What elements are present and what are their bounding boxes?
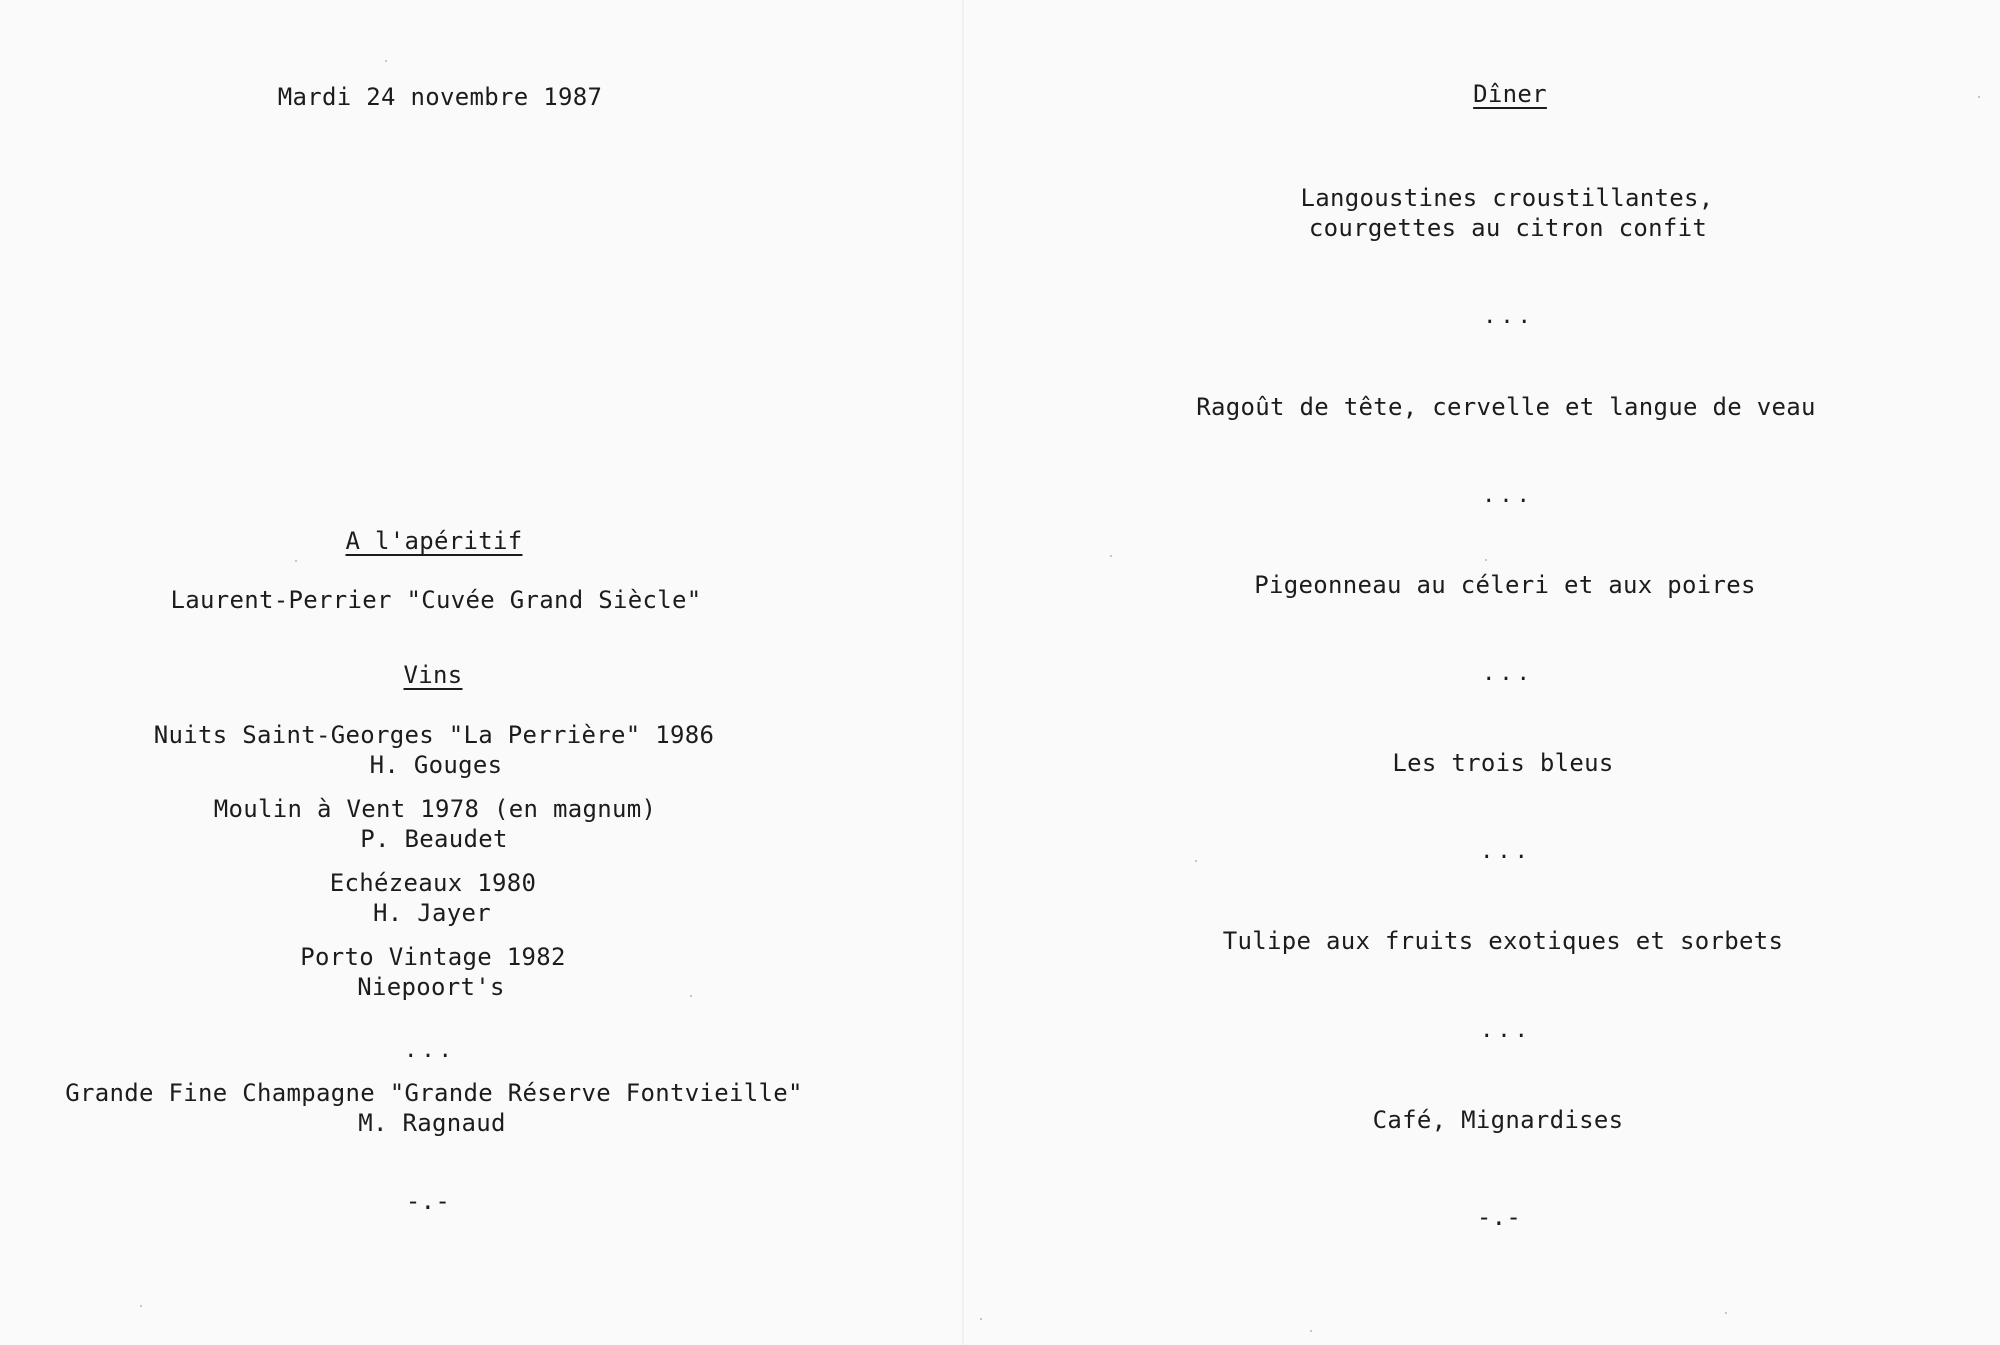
scan-speck xyxy=(1725,1312,1727,1314)
wine-producer: H. Gouges xyxy=(369,751,503,779)
menu-date: Mardi 24 novembre 1987 xyxy=(277,83,603,111)
scan-speck xyxy=(980,1318,982,1320)
separator-dots: ... xyxy=(1480,1018,1532,1043)
wine-producer: P. Beaudet xyxy=(360,825,508,853)
wine-name: Nuits Saint-Georges "La Perrière" 1986 xyxy=(153,721,715,749)
scan-speck xyxy=(1110,555,1112,557)
course-line: courgettes au citron confit xyxy=(1308,214,1708,242)
digestif-producer: M. Ragnaud xyxy=(358,1109,506,1137)
aperitif-wine: Laurent-Perrier "Cuvée Grand Siècle" xyxy=(170,586,702,614)
scan-speck xyxy=(1485,559,1487,561)
scan-speck xyxy=(140,1305,142,1307)
separator-dots: ... xyxy=(1482,661,1534,686)
scan-speck xyxy=(295,560,297,562)
separator-dots: ... xyxy=(1482,483,1534,508)
left-page xyxy=(0,0,960,1345)
course-line: Ragoût de tête, cervelle et langue de veau xyxy=(1196,393,1816,421)
scan-speck xyxy=(1195,860,1197,862)
wine-name: Moulin à Vent 1978 (en magnum) xyxy=(213,795,657,823)
wine-name: Echézeaux 1980 xyxy=(329,869,537,897)
wine-producer: H. Jayer xyxy=(373,899,491,927)
course-line: Café, Mignardises xyxy=(1372,1106,1624,1134)
wine-name: Porto Vintage 1982 xyxy=(300,943,566,971)
dinner-heading: Dîner xyxy=(1473,80,1547,108)
course-line: Les trois bleus xyxy=(1392,749,1614,777)
scan-speck xyxy=(385,60,387,62)
right-page xyxy=(965,0,2000,1345)
separator-dots: ... xyxy=(404,1038,456,1063)
separator-dots: ... xyxy=(1483,304,1535,329)
course-line: Tulipe aux fruits exotiques et sorbets xyxy=(1222,927,1784,955)
wine-producer: Niepoort's xyxy=(357,973,505,1001)
end-mark: -.- xyxy=(1476,1203,1522,1231)
scan-speck xyxy=(1310,1330,1312,1332)
separator-dots: ... xyxy=(1480,839,1532,864)
scan-speck xyxy=(1978,96,1980,98)
wines-heading: Vins xyxy=(403,661,463,689)
course-line: Langoustines croustillantes, xyxy=(1300,184,1714,212)
aperitif-heading: A l'apéritif xyxy=(345,527,523,555)
page-fold xyxy=(962,0,964,1345)
scan-speck xyxy=(690,995,692,997)
course-line: Pigeonneau au céleri et aux poires xyxy=(1254,571,1756,599)
end-mark: -.- xyxy=(405,1187,451,1215)
digestif-name: Grande Fine Champagne "Grande Réserve Fontvieille" xyxy=(65,1079,803,1107)
